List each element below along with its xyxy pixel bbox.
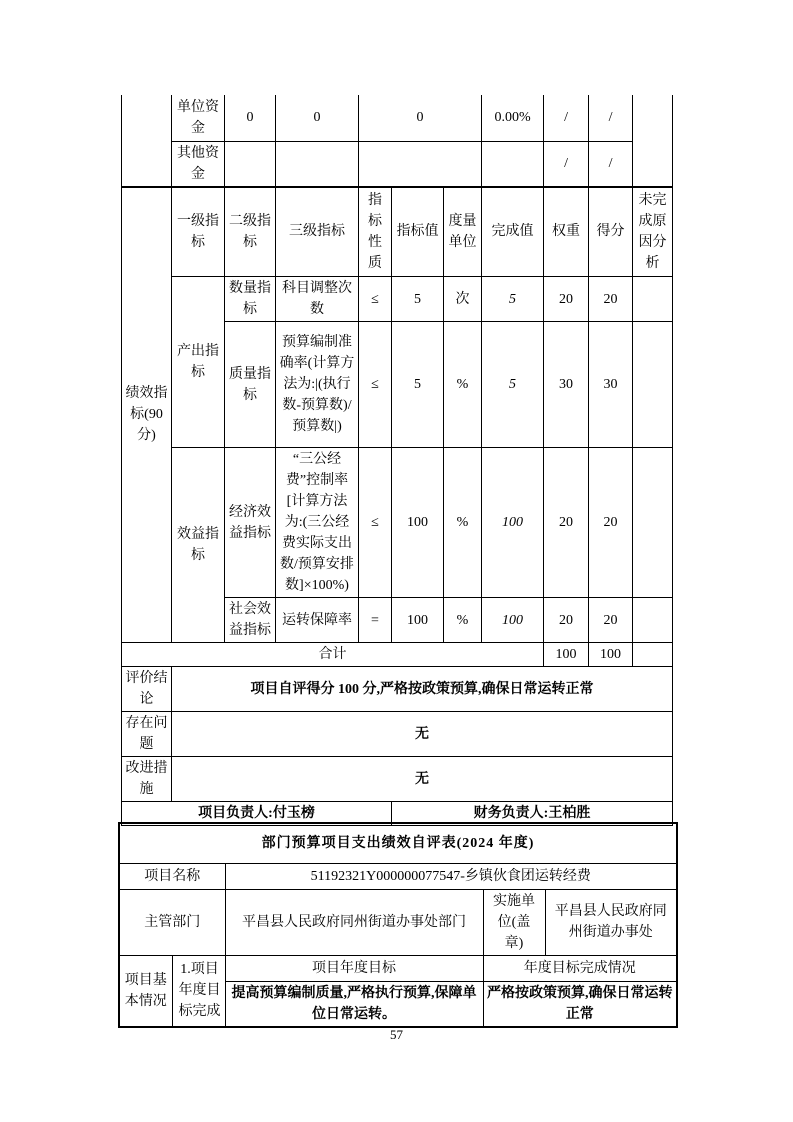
cell-reason [633, 598, 673, 643]
cell-annual-goal-label: 1.项目年度目标完成 [172, 955, 225, 1027]
cell-dept-value: 平昌县人民政府同州街道办事处部门 [225, 889, 483, 955]
cell-weight: 30 [544, 322, 589, 448]
cell-goal-text: 提高预算编制质量,严格执行预算,保障单位日常运转。 [225, 981, 483, 1027]
funding-row-other [122, 141, 673, 187]
cell-project-leader: 项目负责人:付玉榜 [122, 802, 392, 826]
cell-funding-weight: / [544, 95, 589, 141]
cell-header-weight: 权重 [544, 187, 589, 277]
cell-level1-output: 产出指标 [172, 277, 225, 448]
cell-funding-v3 [359, 141, 482, 187]
cell-header-level2: 二级指标 [225, 187, 276, 277]
cell-goal-header: 项目年度目标 [225, 955, 483, 981]
cell-target: 100 [392, 448, 444, 598]
cell-score: 30 [589, 322, 633, 448]
cell-dept-label: 主管部门 [119, 889, 225, 955]
cell-conclusion-label: 评价结论 [122, 667, 172, 712]
cell-funding-v1 [225, 141, 276, 187]
cell-funding-rate: 0.00% [482, 95, 544, 141]
cell-funding-reason-blank [633, 95, 673, 187]
cell-actual: 5 [482, 322, 544, 448]
indicator-row-economic [122, 448, 673, 598]
cell-nature: ≤ [359, 448, 392, 598]
cell-impl-unit-value: 平昌县人民政府同州街道办事处 [545, 889, 677, 955]
cell-header-level3: 三级指标 [276, 187, 359, 277]
table2-title-row [119, 823, 677, 863]
cell-target: 100 [392, 598, 444, 643]
indicator-row-quantity [122, 277, 673, 322]
cell-unit: % [444, 448, 482, 598]
cell-level3: “三公经费”控制率[计算方法为:(三公经费实际支出数/预算安排数]×100%) [276, 448, 359, 598]
cell-total-label: 合计 [122, 643, 544, 667]
cell-unit: % [444, 598, 482, 643]
cell-funding-score: / [589, 141, 633, 187]
basic-info-header-row [119, 955, 677, 981]
cell-project-name-label: 项目名称 [119, 863, 225, 889]
self-evaluation-table-2024 [118, 822, 678, 1028]
cell-header-unit: 度量单位 [444, 187, 482, 277]
cell-target: 5 [392, 277, 444, 322]
cell-level2: 数量指标 [225, 277, 276, 322]
cell-measures-label: 改进措施 [122, 757, 172, 802]
cell-conclusion-text: 项目自评得分 100 分,严格按政策预算,确保日常运转正常 [172, 667, 673, 712]
cell-finance-leader: 财务负责人:王柏胜 [392, 802, 673, 826]
cell-funding-v1: 0 [225, 95, 276, 141]
cell-target: 5 [392, 322, 444, 448]
table2-title: 部门预算项目支出绩效自评表(2024 年度) [119, 823, 677, 863]
conclusion-row [122, 667, 673, 712]
cell-weight: 20 [544, 277, 589, 322]
project-name-row [119, 863, 677, 889]
cell-problems-text: 无 [172, 712, 673, 757]
cell-nature: = [359, 598, 392, 643]
cell-header-score: 得分 [589, 187, 633, 277]
cell-total-score: 100 [589, 643, 633, 667]
cell-score: 20 [589, 277, 633, 322]
page-number: 57 [390, 1027, 403, 1042]
cell-score: 20 [589, 598, 633, 643]
funding-row-unit [122, 95, 673, 141]
cell-score: 20 [589, 448, 633, 598]
cell-funding-score: / [589, 95, 633, 141]
cell-funding-v2 [276, 141, 359, 187]
cell-level3: 科目调整次数 [276, 277, 359, 322]
problems-row [122, 712, 673, 757]
cell-funding-v3: 0 [359, 95, 482, 141]
cell-funding-rate [482, 141, 544, 187]
cell-basic-info-label: 项目基本情况 [119, 955, 172, 1027]
cell-funding-v2: 0 [276, 95, 359, 141]
cell-level3: 预算编制准确率(计算方法为:|(执行数-预算数)/预算数|) [276, 322, 359, 448]
cell-reason [633, 322, 673, 448]
cell-funding-weight: / [544, 141, 589, 187]
cell-header-nature: 指标性质 [359, 187, 392, 277]
department-row [119, 889, 677, 955]
cell-nature: ≤ [359, 277, 392, 322]
cell-funding-group-blank [122, 95, 172, 187]
cell-result-header: 年度目标完成情况 [483, 955, 677, 981]
cell-actual: 100 [482, 598, 544, 643]
total-row [122, 643, 673, 667]
cell-nature: ≤ [359, 322, 392, 448]
cell-problems-label: 存在问题 [122, 712, 172, 757]
cell-impl-unit-label: 实施单位(盖章) [483, 889, 545, 955]
cell-weight: 20 [544, 598, 589, 643]
cell-measures-text: 无 [172, 757, 673, 802]
cell-weight: 20 [544, 448, 589, 598]
cell-header-target: 指标值 [392, 187, 444, 277]
cell-level3: 运转保障率 [276, 598, 359, 643]
indicator-header-row [122, 187, 673, 277]
cell-reason [633, 448, 673, 598]
cell-project-name-value: 51192321Y000000077547-乡镇伙食团运转经费 [225, 863, 677, 889]
cell-total-reason [633, 643, 673, 667]
cell-reason [633, 277, 673, 322]
self-evaluation-table-continued [121, 95, 673, 826]
cell-level2: 社会效益指标 [225, 598, 276, 643]
measures-row [122, 757, 673, 802]
cell-result-text: 严格按政策预算,确保日常运转正常 [483, 981, 677, 1027]
cell-funding-label: 其他资金 [172, 141, 225, 187]
cell-header-reason: 未完成原因分析 [633, 187, 673, 277]
cell-actual: 5 [482, 277, 544, 322]
cell-level1-benefit: 效益指标 [172, 448, 225, 643]
cell-actual: 100 [482, 448, 544, 598]
cell-unit: 次 [444, 277, 482, 322]
cell-funding-label: 单位资金 [172, 95, 225, 141]
cell-header-actual: 完成值 [482, 187, 544, 277]
cell-level2: 质量指标 [225, 322, 276, 448]
cell-level2: 经济效益指标 [225, 448, 276, 598]
cell-total-weight: 100 [544, 643, 589, 667]
cell-header-level1: 一级指标 [172, 187, 225, 277]
cell-unit: % [444, 322, 482, 448]
cell-performance-group-label: 绩效指标(90分) [122, 187, 172, 643]
